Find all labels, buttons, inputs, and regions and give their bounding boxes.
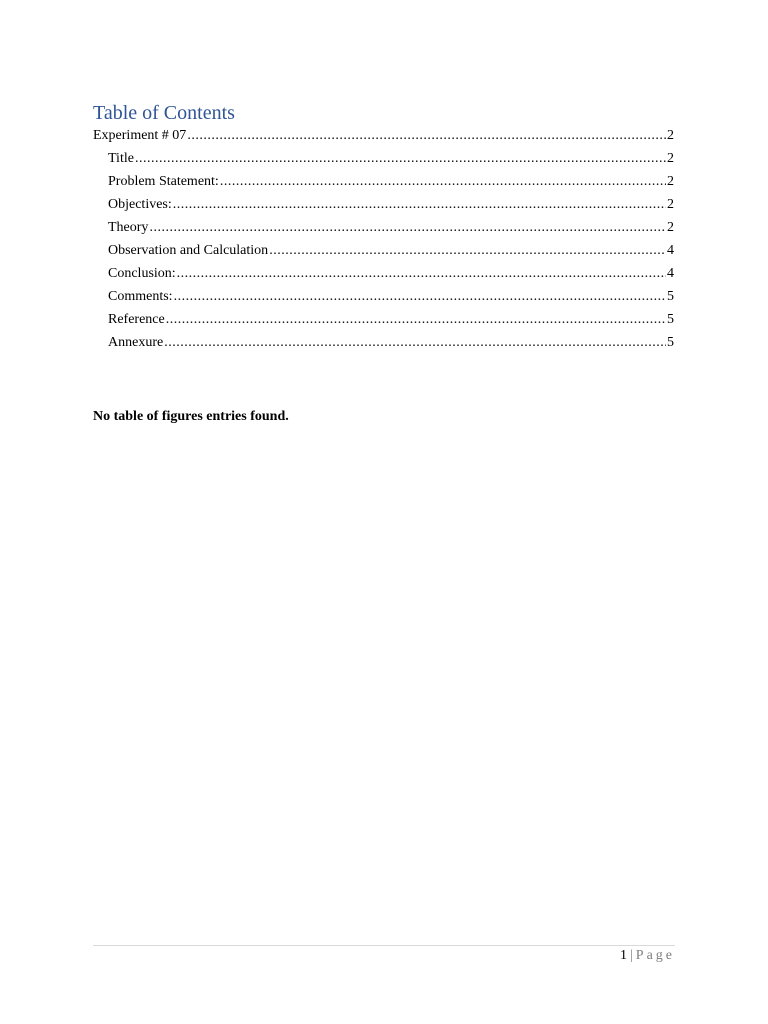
toc-dot-leader <box>220 170 666 193</box>
toc-dot-leader <box>164 331 666 354</box>
footer-page-word: Page <box>635 948 675 963</box>
toc-entry-page: 5 <box>667 335 674 350</box>
toc-dot-leader <box>187 124 666 147</box>
toc-entry-annexure[interactable] <box>93 331 674 354</box>
footer-separator: | <box>629 948 633 963</box>
toc-entry-page: 2 <box>667 174 674 189</box>
toc-entry-comments[interactable] <box>93 285 674 308</box>
no-figures-notice: No table of figures entries found. <box>93 409 289 424</box>
toc-entry-experiment[interactable] <box>93 124 674 147</box>
footer-divider <box>93 945 675 946</box>
page-footer <box>620 946 675 966</box>
toc-entry-page: 5 <box>667 289 674 304</box>
footer-page-number: 1 <box>619 948 627 963</box>
toc-entry-label: Experiment # 07 <box>93 128 187 143</box>
toc-entry-label: Annexure <box>108 335 164 350</box>
toc-entry-page: 2 <box>667 128 674 143</box>
toc-entry-observation[interactable] <box>93 239 674 262</box>
toc-entry-label: Conclusion: <box>108 266 176 281</box>
toc-dot-leader <box>177 262 666 285</box>
toc-entry-reference[interactable] <box>93 308 674 331</box>
toc-dot-leader <box>174 285 666 308</box>
toc-entry-conclusion[interactable] <box>93 262 674 285</box>
toc-entry-label: Observation and Calculation <box>108 243 269 258</box>
toc-entry-label: Comments: <box>108 289 173 304</box>
toc-entry-page: 5 <box>667 312 674 327</box>
toc-dot-leader <box>173 193 666 216</box>
toc-dot-leader <box>166 308 666 331</box>
toc-entry-page: 4 <box>667 266 674 281</box>
toc-dot-leader <box>135 147 666 170</box>
toc-entry-page: 2 <box>667 151 674 166</box>
toc-entry-page: 4 <box>667 243 674 258</box>
toc-entry-title[interactable] <box>93 147 674 170</box>
toc-entry-label: Problem Statement: <box>108 174 219 189</box>
toc-entry-label: Reference <box>108 312 165 327</box>
toc-entry-label: Title <box>108 151 134 166</box>
toc-list <box>93 124 674 354</box>
toc-entry-objectives[interactable] <box>93 193 674 216</box>
toc-heading: Table of Contents <box>93 102 235 124</box>
toc-entry-page: 2 <box>667 197 674 212</box>
toc-entry-problem-statement[interactable] <box>93 170 674 193</box>
toc-entry-page: 2 <box>667 220 674 235</box>
toc-entry-label: Objectives: <box>108 197 172 212</box>
toc-dot-leader <box>149 216 666 239</box>
toc-entry-theory[interactable] <box>93 216 674 239</box>
toc-dot-leader <box>269 239 666 262</box>
toc-entry-label: Theory <box>108 220 149 235</box>
